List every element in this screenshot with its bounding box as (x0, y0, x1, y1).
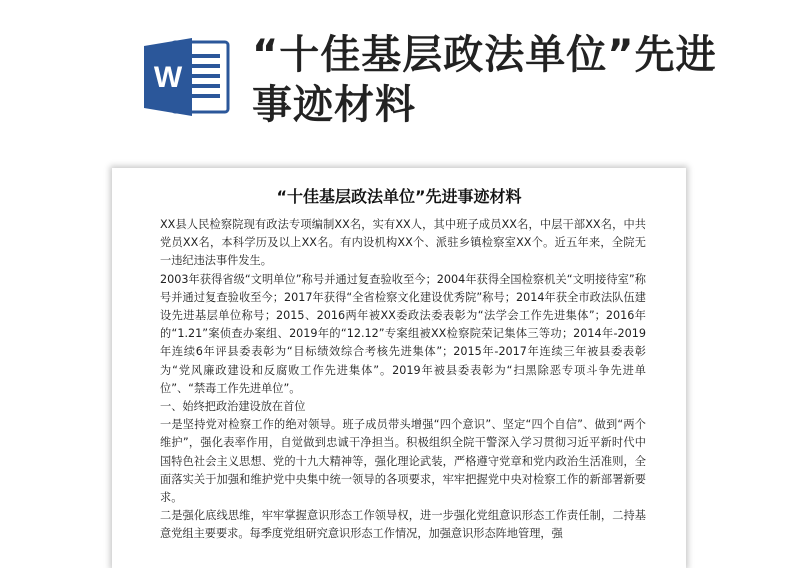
section-heading: 一、始终把政治建设放在首位 (160, 400, 306, 414)
paragraph: 一是坚持党对检察工作的绝对领导。班子成员带头增强“四个意识”、坚定“四个自信”、做到“两个维护”，强化表率作用，自觉做到忠诚干净担当。积极组织全院干警深入学习贯彻习近平新时代中国特色社会主义思想、党的十九大精神等，强化理论武装，严格遵守党章和党内政治生活准则，全面落实关于加强和维护党中央集中统一领导的各项要求，牢牢把握党中央对检察工作的新部署新要求。 (160, 418, 646, 505)
document-body (160, 216, 646, 544)
paragraph: 2003年获得省级“文明单位”称号并通过复查验收至今；2004年获得全国检察机关“文明接待室”称号并通过复查验收至今；2017年获得“全省检察文化建设优秀院”称号；2014年获全市政法队伍建设先进基层单位称号；2015、2016两年被XX委政法委表彰为“法学会工作先进集体”；2016年的“1.21”案侦查办案组、2019年的“12.12”专案组被XX检察院荣记集体三等功；2014年-2019年连续6年评县委表彰为“目标绩效综合考核先进集体”；2015年-2017年连续三年被县委表彰为“党风廉政建设和反腐败工作先进集体”。2019年被县委表彰为“扫黑除恶专项斗争先进单位”、“禁毒工作先进单位”。 (160, 272, 646, 395)
header-title: “十佳基层政法单位”先进事迹材料 (252, 32, 717, 128)
document-title: “十佳基层政法单位”先进事迹材料 (276, 187, 522, 206)
svg-text:W: W (153, 61, 183, 94)
paragraph: XX县人民检察院现有政法专项编制XX名，实有XX人，其中班子成员XX名，中层干部XX名，中共党员XX名，本科学历及以上XX名。有内设机构XX个、派驻乡镇检察室XX个。近五年来，全院无一违纪违法事件发生。 (160, 218, 646, 268)
preview-header (0, 0, 800, 150)
document-page[interactable] (112, 168, 686, 568)
word-icon (142, 36, 232, 118)
paragraph: 二是强化底线思维，牢牢掌握意识形态工作领导权，进一步强化党组意识形态工作责任制，二持基意党组主要要求。每季度党组研究意识形态工作情况，加强意识形态阵地管理，强 (160, 509, 646, 541)
